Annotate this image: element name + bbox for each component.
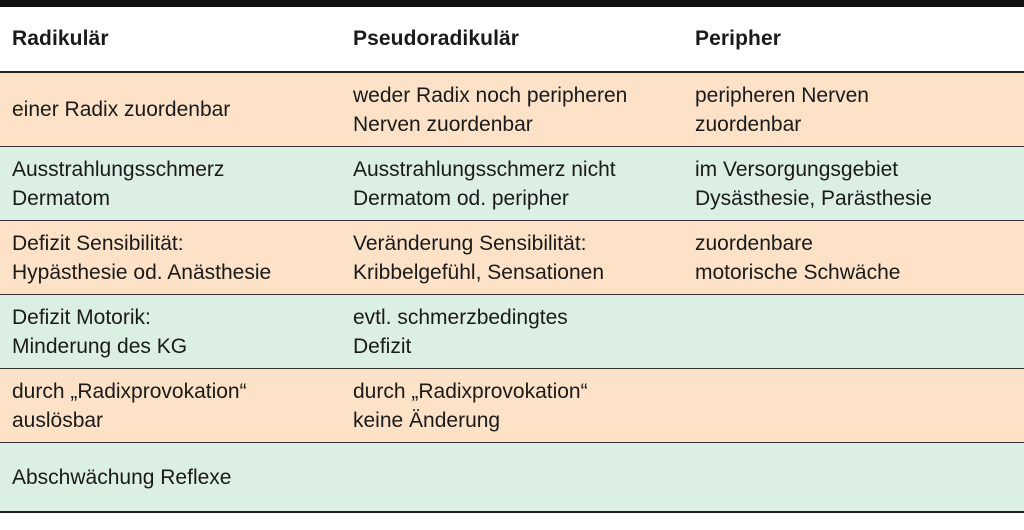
table-cell: weder Radix noch peripheren Nerven zuordenbar — [353, 83, 628, 136]
table-cell: im Versorgungsgebiet Dysästhesie, Parästhesie — [695, 157, 932, 210]
table-cell: Ausstrahlungsschmerz nicht Dermatom od. peripher — [353, 157, 616, 210]
table-cell: zuordenbare motorische Schwäche — [695, 231, 901, 284]
table-cell: durch „Radixprovokation“ keine Änderung — [353, 379, 588, 432]
header-radikulaer: Radikulär — [12, 27, 109, 50]
header-pseudoradikulaer: Pseudoradikulär — [353, 27, 520, 50]
table-cell: Defizit Sensibilität: Hypästhesie od. Anästhesie — [12, 231, 272, 284]
table-cell: Veränderung Sensibilität: Kribbelgefühl, Sensationen — [353, 231, 605, 284]
table-cell: durch „Radixprovokation“ auslösbar — [12, 379, 247, 432]
table-cell: Defizit Motorik: Minderung des KG — [12, 305, 188, 358]
table-cell: Abschwächung Reflexe — [12, 465, 232, 489]
table-cell: einer Radix zuordenbar — [12, 98, 231, 121]
table-row — [0, 221, 1024, 295]
table-row — [0, 369, 1024, 443]
table-row — [0, 295, 1024, 369]
table-header-row — [0, 7, 1024, 73]
table-cell: evtl. schmerzbedingtes Defizit — [353, 305, 568, 358]
table-cell: peripheren Nerven zuordenbar — [695, 83, 869, 136]
table-cell: Ausstrahlungsschmerz Dermatom — [12, 157, 225, 210]
top-rule — [0, 0, 1024, 7]
header-peripher: Peripher — [695, 27, 781, 50]
table-row — [0, 73, 1024, 147]
table-row — [0, 443, 1024, 513]
table-row — [0, 147, 1024, 221]
